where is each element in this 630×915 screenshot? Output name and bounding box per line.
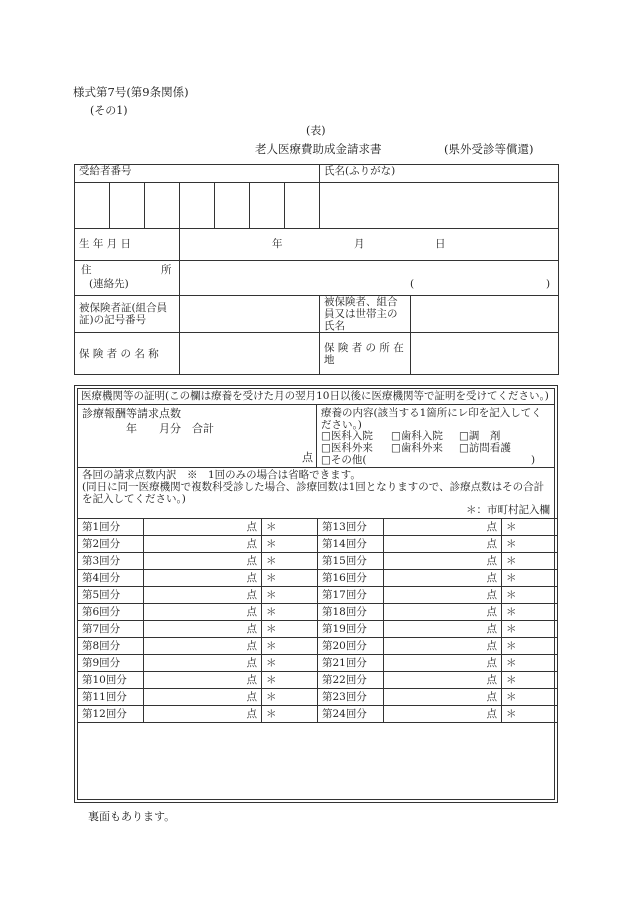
birth-date-field[interactable]	[180, 229, 559, 261]
visit-label: 第3回分	[78, 553, 144, 570]
recipient-number-digit[interactable]	[75, 183, 110, 229]
municipality-mark-field: ＊	[502, 570, 558, 587]
householder-field[interactable]	[411, 296, 559, 333]
points-label: 診療報酬等請求点数	[82, 407, 181, 420]
address-label-second: 所	[161, 264, 172, 276]
municipality-mark-field: ＊	[262, 553, 318, 570]
breakdown-row	[78, 553, 558, 570]
visit-label: 第13回分	[318, 519, 384, 536]
applicant-table	[74, 164, 559, 375]
breakdown-instructions	[82, 469, 550, 505]
visit-points-field[interactable]: 点	[384, 519, 502, 536]
visit-points-field[interactable]: 点	[144, 587, 262, 604]
name-label: 氏名(ふりがな)	[320, 165, 559, 183]
municipality-mark-field: ＊	[502, 604, 558, 621]
other-close-paren: )	[531, 454, 536, 466]
visit-label: 第4回分	[78, 570, 144, 587]
point-breakdown-table	[77, 518, 558, 723]
recipient-number-digit[interactable]	[110, 183, 145, 229]
visit-label: 第1回分	[78, 519, 144, 536]
visit-points-field[interactable]: 点	[384, 638, 502, 655]
inpatient-medical-checkbox[interactable]: □医科入院	[321, 430, 373, 442]
visit-label: 第21回分	[318, 655, 384, 672]
municipality-mark-field: ＊	[262, 570, 318, 587]
visit-label: 第16回分	[318, 570, 384, 587]
address-label	[75, 261, 180, 296]
visit-label: 第23回分	[318, 689, 384, 706]
municipality-mark-field: ＊	[502, 655, 558, 672]
insurer-name-field[interactable]	[180, 333, 320, 375]
householder-label: 被保険者、組合員又は世帯主の氏名	[320, 296, 411, 333]
breakdown-row	[78, 519, 558, 536]
certification-heading: 医療機関等の証明(この欄は療養を受けた月の翌月10日以後に医療機関等で証明を受けてください。)	[78, 389, 554, 405]
home-nursing-checkbox[interactable]: □訪問看護	[459, 442, 511, 454]
breakdown-line-2: (同日に同一医療機関で複数科受診した場合、診療回数は1回となりますので、診療点数はその合計を記入してください。)	[82, 481, 545, 506]
breakdown-row	[78, 655, 558, 672]
recipient-number-digit[interactable]	[180, 183, 215, 229]
form-part: (その1)	[90, 104, 128, 117]
visit-points-field[interactable]: 点	[384, 655, 502, 672]
municipality-mark-field: ＊	[262, 689, 318, 706]
municipality-mark-field: ＊	[262, 604, 318, 621]
municipality-mark-field: ＊	[262, 672, 318, 689]
breakdown-row	[78, 689, 558, 706]
birth-label: 生 年 月 日	[75, 229, 180, 261]
visit-label: 第17回分	[318, 587, 384, 604]
birth-day-unit: 日	[435, 238, 446, 250]
insurance-card-label: 被保険者証(組合員証)の記号番号	[75, 296, 180, 333]
municipality-mark-field: ＊	[502, 519, 558, 536]
address-label-first: 住	[81, 264, 92, 276]
visit-label: 第5回分	[78, 587, 144, 604]
insurer-name-label: 保 険 者 の 名 称	[75, 333, 180, 375]
municipality-mark-field: ＊	[262, 587, 318, 604]
breakdown-row	[78, 604, 558, 621]
visit-label: 第8回分	[78, 638, 144, 655]
recipient-number-digit[interactable]	[145, 183, 180, 229]
breakdown-row	[78, 570, 558, 587]
municipality-mark-field: ＊	[502, 536, 558, 553]
municipality-mark-field: ＊	[262, 621, 318, 638]
municipality-mark-field: ＊	[502, 706, 558, 723]
visit-label: 第6回分	[78, 604, 144, 621]
certification-section	[74, 385, 558, 803]
name-field[interactable]	[320, 183, 559, 229]
visit-label: 第24回分	[318, 706, 384, 723]
insurer-address-label: 保 険 者 の 所 在 地	[320, 333, 411, 375]
birth-month-unit: 月	[354, 238, 365, 250]
birth-year-unit: 年	[272, 238, 283, 250]
municipality-mark-field: ＊	[262, 655, 318, 672]
visit-points-field[interactable]: 点	[144, 621, 262, 638]
visit-points-field[interactable]: 点	[144, 638, 262, 655]
visit-label: 第19回分	[318, 621, 384, 638]
recipient-number-label: 受給者番号	[75, 165, 320, 183]
contact-label: (連絡先)	[89, 278, 129, 290]
visit-points-field[interactable]: 点	[384, 570, 502, 587]
recipient-number-digit[interactable]	[250, 183, 285, 229]
breakdown-line-1: 各回の請求点数内訳 ※ 1回のみの場合は省略できます。	[82, 469, 361, 481]
visit-points-field[interactable]: 点	[384, 536, 502, 553]
form-number: 様式第7号(第9条関係)	[73, 85, 189, 99]
outpatient-dental-checkbox[interactable]: □歯科外来	[391, 442, 443, 454]
breakdown-row	[78, 621, 558, 638]
breakdown-row	[78, 587, 558, 604]
visit-label: 第10回分	[78, 672, 144, 689]
visit-points-field[interactable]: 点	[384, 689, 502, 706]
page-subtitle: (県外受診等償還)	[444, 142, 534, 156]
page-title: 老人医療費助成金請求書	[255, 142, 382, 156]
breakdown-row	[78, 638, 558, 655]
recipient-number-digit[interactable]	[285, 183, 320, 229]
municipality-mark-field: ＊	[262, 536, 318, 553]
municipality-mark-field: ＊	[502, 672, 558, 689]
visit-label: 第2回分	[78, 536, 144, 553]
insurance-card-field[interactable]	[180, 296, 320, 333]
visit-label: 第15回分	[318, 553, 384, 570]
address-field[interactable]	[180, 261, 559, 296]
visit-points-field[interactable]: 点	[384, 706, 502, 723]
municipality-mark-field: ＊	[502, 587, 558, 604]
remarks-area[interactable]	[78, 718, 554, 799]
visit-points-field[interactable]: 点	[144, 706, 262, 723]
visit-label: 第11回分	[78, 689, 144, 706]
treatment-label: 療養の内容(該当する1箇所にレ印を記入してください。)	[321, 407, 542, 432]
municipality-mark-field: ＊	[262, 638, 318, 655]
visit-points-field[interactable]: 点	[144, 655, 262, 672]
inpatient-dental-checkbox[interactable]: □歯科入院	[391, 430, 443, 442]
municipality-mark-field: ＊	[502, 553, 558, 570]
visit-points-field[interactable]: 点	[144, 689, 262, 706]
visit-points-field[interactable]: 点	[384, 672, 502, 689]
points-unit: 点	[302, 451, 313, 464]
visit-label: 第14回分	[318, 536, 384, 553]
treatment-section	[317, 404, 554, 468]
visit-points-field[interactable]: 点	[144, 553, 262, 570]
visit-label: 第7回分	[78, 621, 144, 638]
outpatient-medical-checkbox[interactable]: □医科外来	[321, 442, 373, 454]
visit-label: 第12回分	[78, 706, 144, 723]
visit-points-field[interactable]: 点	[144, 519, 262, 536]
municipality-mark-field: ＊	[262, 519, 318, 536]
municipality-mark-field: ＊	[502, 638, 558, 655]
breakdown-row	[78, 672, 558, 689]
municipality-note: ＊：市町村記入欄	[466, 504, 550, 516]
other-checkbox[interactable]: □その他(	[321, 454, 367, 466]
visit-points-field[interactable]: 点	[144, 672, 262, 689]
certification-inner	[77, 388, 555, 800]
points-total-field[interactable]	[78, 404, 317, 468]
municipality-mark-field: ＊	[502, 621, 558, 638]
visit-points-field[interactable]: 点	[144, 604, 262, 621]
visit-label: 第22回分	[318, 672, 384, 689]
dispensing-checkbox[interactable]: □調 剤	[459, 430, 501, 442]
contact-paren-open: (	[410, 278, 415, 290]
breakdown-row	[78, 536, 558, 553]
municipality-mark-field: ＊	[502, 689, 558, 706]
contact-paren-close: )	[546, 278, 551, 290]
visit-points-field[interactable]: 点	[144, 570, 262, 587]
municipality-mark-field: ＊	[262, 706, 318, 723]
insurer-address-field[interactable]	[411, 333, 559, 375]
visit-points-field[interactable]: 点	[384, 604, 502, 621]
form-side: (表)	[306, 124, 326, 137]
visit-points-field[interactable]: 点	[384, 621, 502, 638]
visit-points-field[interactable]: 点	[144, 536, 262, 553]
points-period: 年 月分 合計	[126, 422, 214, 435]
recipient-number-digit[interactable]	[215, 183, 250, 229]
visit-points-field[interactable]: 点	[384, 587, 502, 604]
back-side-note: 裏面もあります。	[88, 810, 176, 823]
visit-label: 第9回分	[78, 655, 144, 672]
visit-label: 第20回分	[318, 638, 384, 655]
visit-label: 第18回分	[318, 604, 384, 621]
visit-points-field[interactable]: 点	[384, 553, 502, 570]
